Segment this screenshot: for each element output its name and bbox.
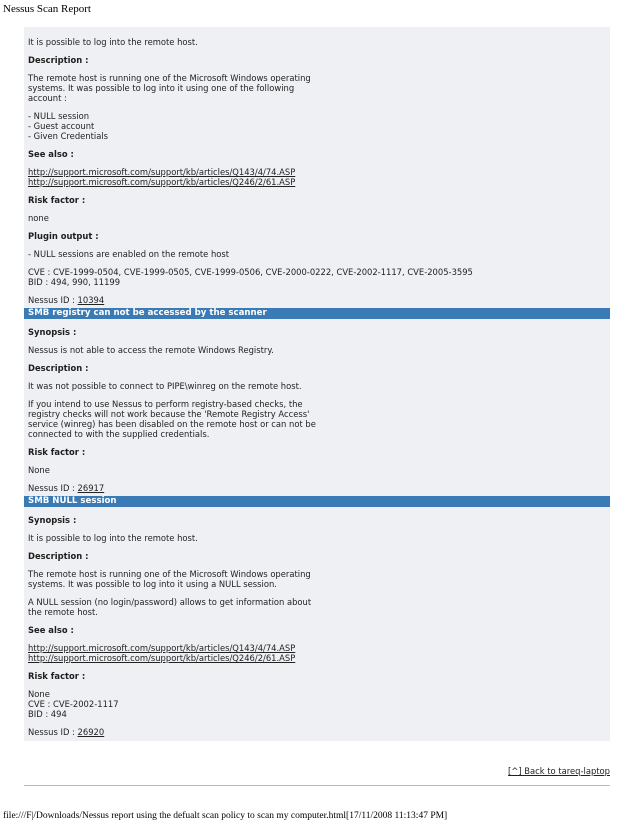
description-line: If you intend to use Nessus to perform registry-based checks, the	[28, 399, 303, 409]
description-line: The remote host is running one of the Microsoft Windows operating	[28, 73, 311, 83]
section-smb-registry	[24, 319, 610, 493]
bid-list: BID : 494, 990, 11199	[28, 277, 121, 287]
description-line: systems. It was possible to log into it using one of the following	[28, 83, 295, 93]
account-item: - Guest account	[28, 121, 95, 131]
page-title: Nessus Scan Report	[3, 3, 91, 15]
description-line: the remote host.	[28, 607, 98, 617]
risk-factor-heading: Risk factor :	[28, 195, 86, 205]
description-heading: Description :	[28, 551, 89, 561]
reference-link[interactable]: http://support.microsoft.com/support/kb/articles/Q246/2/61.ASP	[28, 653, 296, 663]
description-line: registry checks will not work because the 'Remote Registry Access'	[28, 409, 310, 419]
nessus-id-link[interactable]: 26917	[77, 483, 105, 493]
back-link-row	[24, 766, 610, 776]
report-content	[24, 27, 610, 741]
cve-list: CVE : CVE-1999-0504, CVE-1999-0505, CVE-1999-0506, CVE-2000-0222, CVE-2002-1117, CVE-2005-3595	[28, 267, 473, 277]
description-line: systems. It was possible to log into it using a NULL session.	[28, 579, 277, 589]
description-line: connected to with the supplied credentials.	[28, 429, 210, 439]
risk-factor-heading: Risk factor :	[28, 447, 86, 457]
description-line: It was not possible to connect to PIPE\winreg on the remote host.	[28, 381, 302, 391]
description-heading: Description :	[28, 55, 89, 65]
synopsis-text: It is possible to log into the remote host.	[28, 37, 198, 47]
synopsis-heading: Synopsis :	[28, 327, 77, 337]
cve-list: CVE : CVE-2002-1117	[28, 699, 119, 709]
nessus-id-row	[28, 483, 604, 493]
description-line: The remote host is running one of the Microsoft Windows operating	[28, 569, 311, 579]
nessus-id-row	[28, 727, 604, 737]
footer-file-path: file:///F|/Downloads/Nessus report using the defualt scan policy to scan my computer.html[17/11/2008 11:13:47 PM]	[3, 811, 448, 821]
description-line: account :	[28, 93, 67, 103]
synopsis-text: It is possible to log into the remote host.	[28, 533, 198, 543]
reference-link[interactable]: http://support.microsoft.com/support/kb/articles/Q143/4/74.ASP	[28, 643, 296, 653]
nessus-id-label: Nessus ID :	[28, 483, 78, 493]
risk-factor-value: None	[28, 689, 50, 699]
divider	[24, 785, 610, 786]
section-smb-null-session	[24, 507, 610, 741]
nessus-id-row	[28, 295, 604, 305]
risk-factor-value: None	[28, 465, 50, 475]
nessus-id-link[interactable]: 10394	[77, 295, 105, 305]
reference-link[interactable]: http://support.microsoft.com/support/kb/articles/Q143/4/74.ASP	[28, 167, 296, 177]
account-item: - Given Credentials	[28, 131, 109, 141]
section-smb-login	[24, 27, 610, 305]
section-title-bar: SMB registry can not be accessed by the scanner	[24, 308, 610, 319]
see-also-heading: See also :	[28, 149, 74, 159]
description-heading: Description :	[28, 363, 89, 373]
plugin-output-text: - NULL sessions are enabled on the remote host	[28, 249, 230, 259]
section-title-bar: SMB NULL session	[24, 496, 610, 507]
see-also-heading: See also :	[28, 625, 74, 635]
account-item: - NULL session	[28, 111, 90, 121]
risk-factor-heading: Risk factor :	[28, 671, 86, 681]
back-to-host-link[interactable]: [^] Back to tareq-laptop	[508, 766, 610, 776]
risk-factor-value: none	[28, 213, 49, 223]
synopsis-text: Nessus is not able to access the remote Windows Registry.	[28, 345, 274, 355]
bid-list: BID : 494	[28, 709, 67, 719]
nessus-id-link[interactable]: 26920	[77, 727, 105, 737]
description-line: A NULL session (no login/password) allows to get information about	[28, 597, 312, 607]
synopsis-heading: Synopsis :	[28, 515, 77, 525]
nessus-id-label: Nessus ID :	[28, 295, 78, 305]
plugin-output-heading: Plugin output :	[28, 231, 99, 241]
description-line: service (winreg) has been disabled on the remote host or can not be	[28, 419, 316, 429]
reference-link[interactable]: http://support.microsoft.com/support/kb/articles/Q246/2/61.ASP	[28, 177, 296, 187]
nessus-id-label: Nessus ID :	[28, 727, 78, 737]
